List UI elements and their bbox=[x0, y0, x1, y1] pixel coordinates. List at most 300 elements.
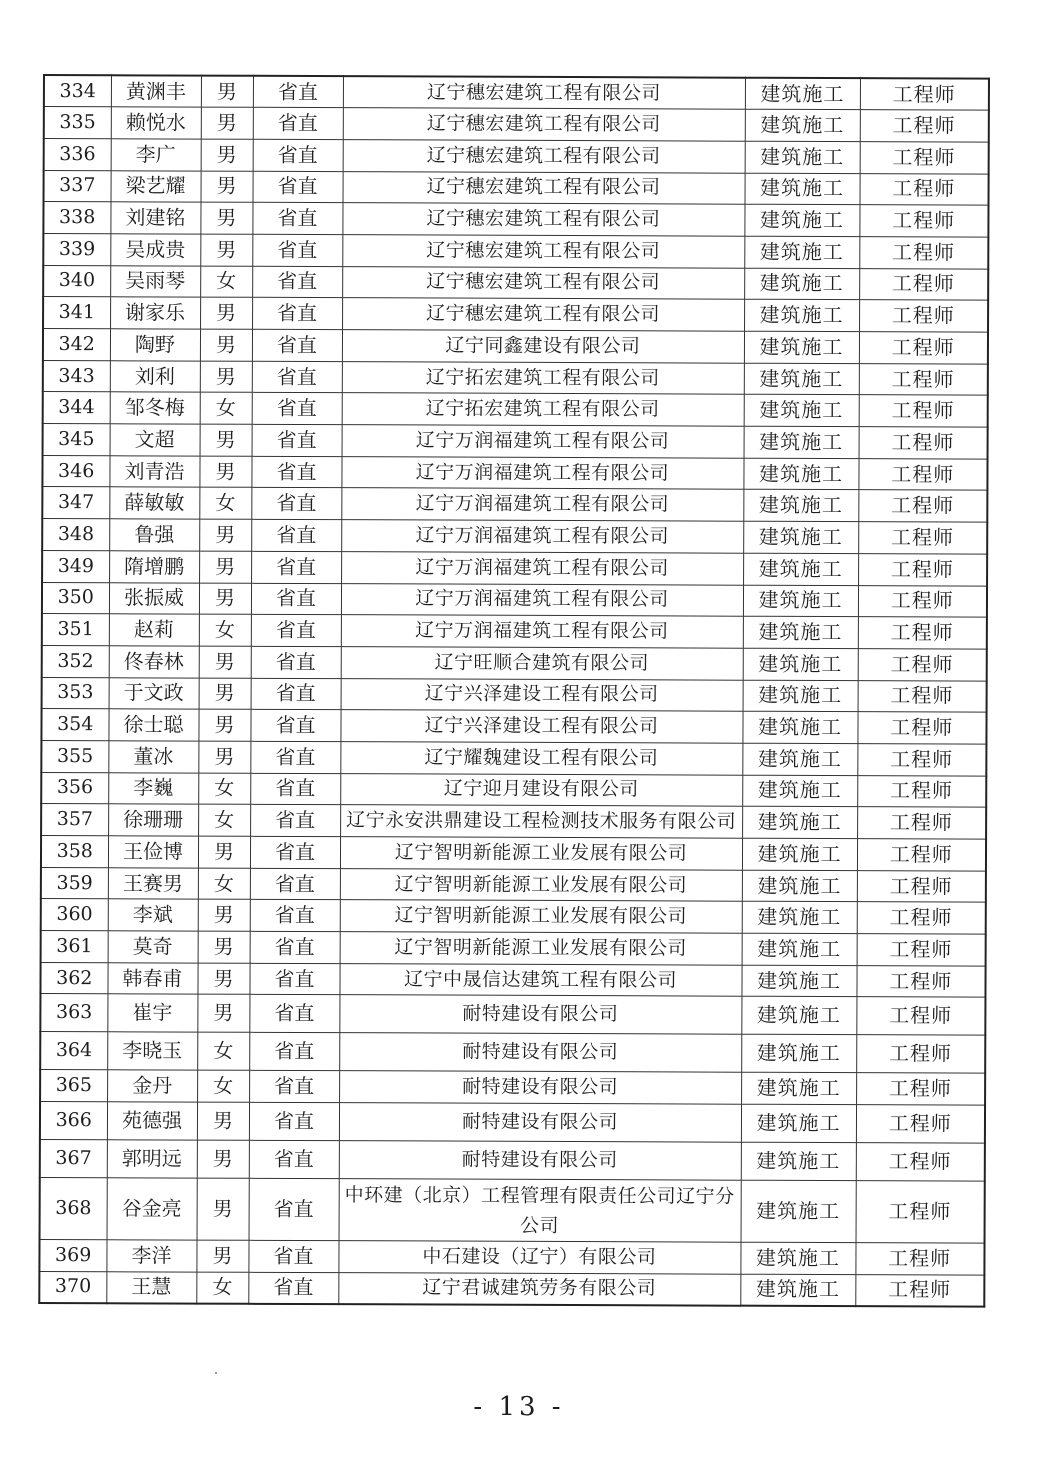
professional-title-cell: 工程师 bbox=[859, 427, 988, 459]
gender-cell: 女 bbox=[198, 804, 250, 836]
professional-title-cell: 工程师 bbox=[857, 807, 986, 839]
jurisdiction-level-cell: 省直 bbox=[252, 424, 342, 456]
gender-cell: 女 bbox=[198, 868, 250, 900]
company-name-cell: 辽宁中晟信达建筑工程有限公司 bbox=[339, 963, 741, 996]
table-row bbox=[40, 994, 985, 1036]
jurisdiction-level-cell: 省直 bbox=[252, 298, 342, 330]
company-name-cell: 耐特建设有限公司 bbox=[339, 1103, 741, 1143]
specialty-category-cell: 建筑施工 bbox=[741, 997, 856, 1035]
gender-cell: 男 bbox=[200, 361, 252, 393]
jurisdiction-level-cell: 省直 bbox=[250, 900, 340, 932]
specialty-category-cell: 建筑施工 bbox=[744, 204, 859, 236]
table-row bbox=[41, 804, 986, 839]
company-name-cell: 辽宁同鑫建设有限公司 bbox=[342, 330, 744, 363]
company-name-cell: 耐特建设有限公司 bbox=[339, 1141, 741, 1181]
professional-title-cell: 工程师 bbox=[859, 237, 988, 269]
professional-title-cell: 工程师 bbox=[858, 649, 987, 681]
table-row bbox=[41, 867, 986, 902]
row-number-cell: 354 bbox=[41, 709, 108, 741]
gender-cell: 女 bbox=[199, 614, 251, 646]
jurisdiction-level-cell: 省直 bbox=[251, 456, 341, 488]
person-name-cell: 金丹 bbox=[107, 1070, 197, 1102]
table-row bbox=[44, 75, 989, 110]
jurisdiction-level-cell: 省直 bbox=[251, 646, 341, 678]
jurisdiction-level-cell: 省直 bbox=[250, 805, 340, 837]
professional-title-cell: 工程师 bbox=[859, 205, 988, 237]
table-row bbox=[43, 329, 988, 364]
person-name-cell: 陶野 bbox=[110, 329, 200, 361]
gender-cell: 男 bbox=[199, 519, 251, 551]
company-name-cell: 辽宁拓宏建筑工程有限公司 bbox=[342, 361, 744, 394]
row-number-cell: 352 bbox=[42, 645, 109, 677]
table-row bbox=[42, 677, 987, 712]
company-name-cell: 中环建（北京）工程管理有限责任公司辽宁分公司 bbox=[339, 1179, 741, 1243]
roster-sheet bbox=[38, 74, 988, 1308]
table-row bbox=[42, 455, 987, 490]
specialty-category-cell: 建筑施工 bbox=[744, 300, 859, 332]
gender-cell: 男 bbox=[199, 583, 251, 615]
person-name-cell: 李广 bbox=[111, 139, 201, 171]
row-number-cell: 334 bbox=[44, 75, 111, 107]
row-number-cell: 361 bbox=[41, 931, 108, 963]
company-name-cell: 辽宁迎月建设有限公司 bbox=[340, 773, 742, 806]
row-number-cell: 369 bbox=[39, 1240, 106, 1272]
gender-cell: 男 bbox=[201, 107, 253, 139]
table-row bbox=[43, 424, 988, 459]
professional-title-cell: 工程师 bbox=[856, 997, 985, 1035]
person-name-cell: 李巍 bbox=[108, 772, 198, 804]
professional-title-cell: 工程师 bbox=[857, 902, 986, 934]
person-name-cell: 李斌 bbox=[108, 899, 198, 931]
gender-cell: 男 bbox=[200, 234, 252, 266]
company-name-cell: 辽宁拓宏建筑工程有限公司 bbox=[342, 393, 744, 426]
jurisdiction-level-cell: 省直 bbox=[252, 203, 342, 235]
company-name-cell: 辽宁万润福建筑工程有限公司 bbox=[341, 615, 743, 648]
gender-cell: 男 bbox=[199, 456, 251, 488]
professional-title-cell: 工程师 bbox=[859, 363, 988, 395]
table-row bbox=[43, 392, 988, 427]
professional-title-cell: 工程师 bbox=[856, 965, 985, 997]
jurisdiction-level-cell: 省直 bbox=[249, 1071, 339, 1103]
company-name-cell: 辽宁穗宏建筑工程有限公司 bbox=[343, 108, 745, 141]
table-row bbox=[42, 550, 987, 585]
specialty-category-cell: 建筑施工 bbox=[741, 965, 856, 997]
row-number-cell: 339 bbox=[43, 233, 110, 265]
person-name-cell: 刘利 bbox=[110, 360, 200, 392]
person-name-cell: 薛敏敏 bbox=[109, 487, 199, 519]
specialty-category-cell: 建筑施工 bbox=[743, 648, 858, 680]
company-name-cell: 辽宁旺顺合建筑有限公司 bbox=[341, 647, 743, 680]
table-row bbox=[40, 1070, 985, 1105]
professional-title-cell: 工程师 bbox=[859, 300, 988, 332]
table-row bbox=[40, 1178, 985, 1244]
row-number-cell: 348 bbox=[42, 519, 109, 551]
table-row bbox=[44, 107, 989, 142]
jurisdiction-level-cell: 省直 bbox=[249, 963, 339, 995]
gender-cell: 男 bbox=[200, 329, 252, 361]
professional-title-cell: 工程师 bbox=[859, 268, 988, 300]
specialty-category-cell: 建筑施工 bbox=[744, 363, 859, 395]
person-name-cell: 苑德强 bbox=[107, 1102, 197, 1140]
professional-title-cell: 工程师 bbox=[856, 1035, 985, 1073]
company-name-cell: 辽宁兴泽建设工程有限公司 bbox=[340, 710, 742, 743]
professional-title-cell: 工程师 bbox=[860, 78, 989, 110]
specialty-category-cell: 建筑施工 bbox=[743, 458, 858, 490]
row-number-cell: 349 bbox=[42, 550, 109, 582]
table-row bbox=[44, 170, 989, 205]
professional-title-cell: 工程师 bbox=[857, 775, 986, 807]
row-number-cell: 359 bbox=[41, 867, 108, 899]
professional-title-cell: 工程师 bbox=[857, 839, 986, 871]
row-number-cell: 341 bbox=[43, 297, 110, 329]
table-row bbox=[43, 297, 988, 332]
person-name-cell: 佟春林 bbox=[109, 646, 199, 678]
gender-cell: 男 bbox=[197, 1140, 249, 1178]
gender-cell: 男 bbox=[198, 836, 250, 868]
person-name-cell: 刘建铭 bbox=[110, 202, 200, 234]
professional-title-cell: 工程师 bbox=[858, 553, 987, 585]
person-name-cell: 郭明远 bbox=[107, 1140, 197, 1178]
specialty-category-cell: 建筑施工 bbox=[744, 331, 859, 363]
table-row bbox=[40, 1032, 985, 1074]
person-name-cell: 谢家乐 bbox=[110, 297, 200, 329]
table-row bbox=[43, 265, 988, 300]
row-number-cell: 363 bbox=[40, 994, 107, 1032]
table-row bbox=[42, 645, 987, 680]
row-number-cell: 336 bbox=[44, 138, 111, 170]
gender-cell: 男 bbox=[198, 899, 250, 931]
person-name-cell: 邹冬梅 bbox=[110, 392, 200, 424]
jurisdiction-level-cell: 省直 bbox=[250, 773, 340, 805]
gender-cell: 男 bbox=[199, 551, 251, 583]
company-name-cell: 辽宁穗宏建筑工程有限公司 bbox=[342, 266, 744, 299]
company-name-cell: 辽宁万润福建筑工程有限公司 bbox=[341, 488, 743, 521]
jurisdiction-level-cell: 省直 bbox=[251, 678, 341, 710]
table-row bbox=[41, 772, 986, 807]
table-row bbox=[43, 360, 988, 395]
jurisdiction-level-cell: 省直 bbox=[248, 1240, 338, 1272]
professional-title-cell: 工程师 bbox=[858, 617, 987, 649]
table-row bbox=[42, 614, 987, 649]
specialty-category-cell: 建筑施工 bbox=[742, 933, 857, 965]
jurisdiction-level-cell: 省直 bbox=[249, 1178, 339, 1240]
person-name-cell: 文超 bbox=[110, 424, 200, 456]
gender-cell: 男 bbox=[197, 963, 249, 995]
gender-cell: 男 bbox=[198, 709, 250, 741]
person-name-cell: 莫奇 bbox=[108, 931, 198, 963]
gender-cell: 女 bbox=[196, 1272, 248, 1304]
table-row bbox=[43, 202, 988, 237]
table-row bbox=[40, 1102, 985, 1144]
specialty-category-cell: 建筑施工 bbox=[744, 236, 859, 268]
jurisdiction-level-cell: 省直 bbox=[252, 329, 342, 361]
page-number: - 13 - bbox=[473, 1392, 565, 1422]
person-name-cell: 张振威 bbox=[109, 582, 199, 614]
professional-title-cell: 工程师 bbox=[858, 490, 987, 522]
person-name-cell: 李洋 bbox=[106, 1240, 196, 1272]
person-name-cell: 吴成贵 bbox=[110, 234, 200, 266]
company-name-cell: 辽宁穗宏建筑工程有限公司 bbox=[343, 140, 745, 173]
company-name-cell: 辽宁永安洪鼎建设工程检测技术服务有限公司 bbox=[340, 805, 742, 838]
row-number-cell: 360 bbox=[41, 899, 108, 931]
specialty-category-cell: 建筑施工 bbox=[744, 268, 859, 300]
jurisdiction-level-cell: 省直 bbox=[253, 171, 343, 203]
person-name-cell: 董冰 bbox=[108, 741, 198, 773]
row-number-cell: 338 bbox=[43, 202, 110, 234]
person-name-cell: 隋增鹏 bbox=[109, 551, 199, 583]
specialty-category-cell: 建筑施工 bbox=[741, 1180, 856, 1242]
specialty-category-cell: 建筑施工 bbox=[745, 78, 860, 110]
company-name-cell: 辽宁穗宏建筑工程有限公司 bbox=[342, 235, 744, 268]
professional-title-cell: 工程师 bbox=[856, 1105, 985, 1143]
professional-title-cell: 工程师 bbox=[860, 142, 989, 174]
person-name-cell: 徐珊珊 bbox=[108, 804, 198, 836]
row-number-cell: 343 bbox=[43, 360, 110, 392]
company-name-cell: 辽宁穗宏建筑工程有限公司 bbox=[342, 203, 744, 236]
table-row bbox=[44, 138, 989, 173]
specialty-category-cell: 建筑施工 bbox=[745, 141, 860, 173]
professional-title-cell: 工程师 bbox=[858, 585, 987, 617]
specialty-category-cell: 建筑施工 bbox=[741, 1035, 856, 1073]
person-name-cell: 鲁强 bbox=[109, 519, 199, 551]
person-name-cell: 黄渊丰 bbox=[111, 75, 201, 107]
person-name-cell: 梁艺耀 bbox=[111, 170, 201, 202]
roster-table bbox=[38, 74, 990, 1308]
table-row bbox=[41, 740, 986, 775]
specialty-category-cell: 建筑施工 bbox=[740, 1274, 855, 1306]
table-row bbox=[43, 233, 988, 268]
person-name-cell: 李晓玉 bbox=[107, 1032, 197, 1070]
table-row bbox=[42, 487, 987, 522]
professional-title-cell: 工程师 bbox=[857, 712, 986, 744]
row-number-cell: 355 bbox=[41, 740, 108, 772]
specialty-category-cell: 建筑施工 bbox=[742, 711, 857, 743]
company-name-cell: 辽宁万润福建筑工程有限公司 bbox=[341, 583, 743, 616]
person-name-cell: 王赛男 bbox=[108, 867, 198, 899]
table-row bbox=[40, 1140, 985, 1182]
professional-title-cell: 工程师 bbox=[855, 1243, 984, 1275]
row-number-cell: 353 bbox=[42, 677, 109, 709]
jurisdiction-level-cell: 省直 bbox=[250, 710, 340, 742]
jurisdiction-level-cell: 省直 bbox=[251, 488, 341, 520]
professional-title-cell: 工程师 bbox=[860, 173, 989, 205]
professional-title-cell: 工程师 bbox=[856, 1143, 985, 1181]
person-name-cell: 吴雨琴 bbox=[110, 265, 200, 297]
person-name-cell: 赵莉 bbox=[109, 614, 199, 646]
table-row bbox=[41, 835, 986, 870]
row-number-cell: 367 bbox=[40, 1140, 107, 1178]
person-name-cell: 王俭博 bbox=[108, 836, 198, 868]
specialty-category-cell: 建筑施工 bbox=[742, 743, 857, 775]
row-number-cell: 347 bbox=[42, 487, 109, 519]
jurisdiction-level-cell: 省直 bbox=[250, 931, 340, 963]
person-name-cell: 于文政 bbox=[109, 677, 199, 709]
company-name-cell: 辽宁穗宏建筑工程有限公司 bbox=[342, 298, 744, 331]
row-number-cell: 351 bbox=[42, 614, 109, 646]
gender-cell: 女 bbox=[199, 488, 251, 520]
gender-cell: 男 bbox=[201, 76, 253, 108]
jurisdiction-level-cell: 省直 bbox=[252, 266, 342, 298]
jurisdiction-level-cell: 省直 bbox=[252, 393, 342, 425]
professional-title-cell: 工程师 bbox=[855, 1274, 984, 1306]
row-number-cell: 364 bbox=[40, 1032, 107, 1070]
gender-cell: 男 bbox=[198, 741, 250, 773]
jurisdiction-level-cell: 省直 bbox=[249, 995, 339, 1033]
person-name-cell: 崔宇 bbox=[107, 994, 197, 1032]
jurisdiction-level-cell: 省直 bbox=[249, 1033, 339, 1071]
professional-title-cell: 工程师 bbox=[857, 870, 986, 902]
professional-title-cell: 工程师 bbox=[858, 522, 987, 554]
row-number-cell: 366 bbox=[40, 1102, 107, 1140]
jurisdiction-level-cell: 省直 bbox=[251, 614, 341, 646]
person-name-cell: 王慧 bbox=[106, 1272, 196, 1304]
row-number-cell: 362 bbox=[40, 962, 107, 994]
specialty-category-cell: 建筑施工 bbox=[741, 1142, 856, 1180]
jurisdiction-level-cell: 省直 bbox=[248, 1272, 338, 1304]
company-name-cell: 耐特建设有限公司 bbox=[339, 1033, 741, 1073]
row-number-cell: 358 bbox=[41, 835, 108, 867]
specialty-category-cell: 建筑施工 bbox=[740, 1242, 855, 1274]
jurisdiction-level-cell: 省直 bbox=[250, 741, 340, 773]
gender-cell: 男 bbox=[196, 1240, 248, 1272]
jurisdiction-level-cell: 省直 bbox=[253, 139, 343, 171]
specialty-category-cell: 建筑施工 bbox=[743, 553, 858, 585]
row-number-cell: 356 bbox=[41, 772, 108, 804]
jurisdiction-level-cell: 省直 bbox=[251, 583, 341, 615]
jurisdiction-level-cell: 省直 bbox=[249, 1140, 339, 1178]
specialty-category-cell: 建筑施工 bbox=[741, 1104, 856, 1142]
professional-title-cell: 工程师 bbox=[856, 1181, 985, 1243]
specialty-category-cell: 建筑施工 bbox=[742, 870, 857, 902]
jurisdiction-level-cell: 省直 bbox=[252, 361, 342, 393]
professional-title-cell: 工程师 bbox=[860, 110, 989, 142]
row-number-cell: 345 bbox=[43, 424, 110, 456]
row-number-cell: 346 bbox=[42, 455, 109, 487]
company-name-cell: 耐特建设有限公司 bbox=[339, 1071, 741, 1104]
gender-cell: 女 bbox=[200, 266, 252, 298]
jurisdiction-level-cell: 省直 bbox=[253, 76, 343, 108]
table-row bbox=[41, 899, 986, 934]
specialty-category-cell: 建筑施工 bbox=[745, 173, 860, 205]
gender-cell: 男 bbox=[197, 995, 249, 1033]
gender-cell: 男 bbox=[199, 646, 251, 678]
specialty-category-cell: 建筑施工 bbox=[743, 680, 858, 712]
specialty-category-cell: 建筑施工 bbox=[742, 902, 857, 934]
specialty-category-cell: 建筑施工 bbox=[743, 490, 858, 522]
row-number-cell: 342 bbox=[43, 329, 110, 361]
professional-title-cell: 工程师 bbox=[857, 744, 986, 776]
company-name-cell: 辽宁穗宏建筑工程有限公司 bbox=[343, 76, 745, 109]
specialty-category-cell: 建筑施工 bbox=[745, 109, 860, 141]
company-name-cell: 辽宁智明新能源工业发展有限公司 bbox=[340, 900, 742, 933]
company-name-cell: 中石建设（辽宁）有限公司 bbox=[338, 1241, 740, 1274]
company-name-cell: 辽宁万润福建筑工程有限公司 bbox=[341, 520, 743, 553]
row-number-cell: 337 bbox=[44, 170, 111, 202]
jurisdiction-level-cell: 省直 bbox=[253, 107, 343, 139]
company-name-cell: 辽宁智明新能源工业发展有限公司 bbox=[340, 868, 742, 901]
person-name-cell: 赖悦水 bbox=[111, 107, 201, 139]
table-row bbox=[41, 709, 986, 744]
specialty-category-cell: 建筑施工 bbox=[742, 807, 857, 839]
professional-title-cell: 工程师 bbox=[858, 458, 987, 490]
company-name-cell: 辽宁智明新能源工业发展有限公司 bbox=[340, 837, 742, 870]
company-name-cell: 辽宁穗宏建筑工程有限公司 bbox=[343, 171, 745, 204]
gender-cell: 男 bbox=[199, 678, 251, 710]
person-name-cell: 谷金亮 bbox=[107, 1178, 197, 1240]
company-name-cell: 辽宁君诚建筑劳务有限公司 bbox=[338, 1272, 740, 1305]
row-number-cell: 370 bbox=[39, 1271, 106, 1303]
jurisdiction-level-cell: 省直 bbox=[249, 1102, 339, 1140]
company-name-cell: 辽宁万润福建筑工程有限公司 bbox=[341, 456, 743, 489]
row-number-cell: 350 bbox=[42, 582, 109, 614]
gender-cell: 男 bbox=[200, 202, 252, 234]
company-name-cell: 辽宁耀魏建设工程有限公司 bbox=[340, 742, 742, 775]
gender-cell: 男 bbox=[201, 139, 253, 171]
row-number-cell: 344 bbox=[43, 392, 110, 424]
table-row bbox=[42, 582, 987, 617]
row-number-cell: 340 bbox=[43, 265, 110, 297]
company-name-cell: 辽宁万润福建筑工程有限公司 bbox=[341, 551, 743, 584]
professional-title-cell: 工程师 bbox=[859, 395, 988, 427]
table-row bbox=[39, 1240, 984, 1275]
specialty-category-cell: 建筑施工 bbox=[743, 616, 858, 648]
specialty-category-cell: 建筑施工 bbox=[743, 521, 858, 553]
table-row bbox=[39, 1271, 984, 1306]
professional-title-cell: 工程师 bbox=[856, 1073, 985, 1105]
jurisdiction-level-cell: 省直 bbox=[251, 551, 341, 583]
row-number-cell: 335 bbox=[44, 107, 111, 139]
gender-cell: 男 bbox=[197, 1178, 249, 1240]
gender-cell: 男 bbox=[200, 424, 252, 456]
specialty-category-cell: 建筑施工 bbox=[741, 1073, 856, 1105]
row-number-cell: 368 bbox=[40, 1178, 107, 1240]
gender-cell: 女 bbox=[197, 1071, 249, 1103]
table-row bbox=[40, 962, 985, 997]
company-name-cell: 辽宁智明新能源工业发展有限公司 bbox=[340, 932, 742, 965]
gender-cell: 女 bbox=[200, 392, 252, 424]
person-name-cell: 徐士聪 bbox=[108, 709, 198, 741]
jurisdiction-level-cell: 省直 bbox=[251, 519, 341, 551]
table-row bbox=[42, 519, 987, 554]
company-name-cell: 耐特建设有限公司 bbox=[339, 995, 741, 1035]
gender-cell: 女 bbox=[198, 773, 250, 805]
gender-cell: 男 bbox=[200, 297, 252, 329]
professional-title-cell: 工程师 bbox=[859, 332, 988, 364]
gender-cell: 男 bbox=[201, 171, 253, 203]
gender-cell: 男 bbox=[197, 1102, 249, 1140]
row-number-cell: 365 bbox=[40, 1070, 107, 1102]
specialty-category-cell: 建筑施工 bbox=[744, 395, 859, 427]
jurisdiction-level-cell: 省直 bbox=[250, 868, 340, 900]
company-name-cell: 辽宁万润福建筑工程有限公司 bbox=[342, 425, 744, 458]
jurisdiction-level-cell: 省直 bbox=[250, 836, 340, 868]
gender-cell: 女 bbox=[197, 1033, 249, 1071]
person-name-cell: 刘青浩 bbox=[109, 456, 199, 488]
professional-title-cell: 工程师 bbox=[858, 680, 987, 712]
row-number-cell: 357 bbox=[41, 804, 108, 836]
table-row bbox=[41, 931, 986, 966]
company-name-cell: 辽宁兴泽建设工程有限公司 bbox=[341, 678, 743, 711]
specialty-category-cell: 建筑施工 bbox=[742, 775, 857, 807]
gender-cell: 男 bbox=[198, 931, 250, 963]
specialty-category-cell: 建筑施工 bbox=[744, 426, 859, 458]
person-name-cell: 韩春甫 bbox=[107, 963, 197, 995]
jurisdiction-level-cell: 省直 bbox=[252, 234, 342, 266]
specialty-category-cell: 建筑施工 bbox=[743, 585, 858, 617]
specialty-category-cell: 建筑施工 bbox=[742, 838, 857, 870]
professional-title-cell: 工程师 bbox=[857, 934, 986, 966]
scan-speck bbox=[215, 1372, 217, 1374]
